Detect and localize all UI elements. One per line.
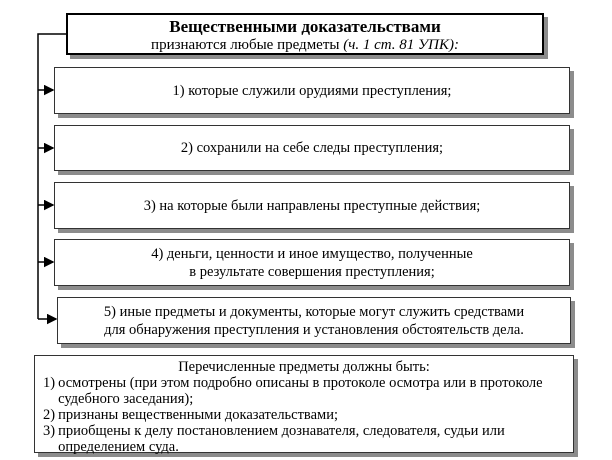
item-5-line-2: для обнаружения преступления и установления обстоятельств дела. [104, 321, 524, 338]
item-4-text [151, 245, 473, 281]
note-entry-3-number: 3) [43, 423, 56, 439]
requirements-note-box [34, 355, 574, 453]
item-box-3 [54, 182, 570, 229]
item-box-4 [54, 239, 570, 286]
title-second-line [68, 36, 542, 54]
note-entry-3-text: приобщены к делу постановлением дознавателя, следователя, судьи или определением суда. [58, 423, 505, 455]
title-law-reference: (ч. 1 ст. 81 УПК): [343, 37, 459, 53]
note-entry-2-number: 2) [43, 407, 56, 423]
item-1-text: 1) которые служили орудиями преступления; [172, 82, 452, 99]
item-box-2 [54, 125, 570, 171]
item-box-5 [57, 297, 571, 344]
item-5-line-1: 5) иные предметы и документы, которые могут служить средствами [103, 303, 525, 320]
title-bold-line: Вещественными доказательствами [169, 17, 441, 36]
item-4-line-2: в результате совершения преступления; [189, 263, 435, 280]
item-3-text: 3) на которые были направлены преступные действия; [143, 197, 481, 214]
note-entry-2-text: признаны вещественными доказательствами; [58, 407, 338, 423]
title-line2-text: признаются любые предметы [151, 37, 344, 53]
note-entry-1-number: 1) [43, 375, 56, 391]
title-box [66, 13, 544, 55]
item-5-text [104, 303, 524, 339]
note-entry-1-text: осмотрены (при этом подробно описаны в протоколе осмотра или в протоколе судебного заседания); [58, 375, 543, 407]
note-entry-2 [43, 407, 565, 423]
note-entry-3 [43, 423, 565, 455]
item-2-text: 2) сохранили на себе следы преступления; [180, 140, 444, 156]
item-4-line-1: 4) деньги, ценности и иное имущество, полученные [151, 245, 473, 262]
item-box-1 [54, 67, 570, 114]
note-entry-1 [43, 375, 565, 407]
note-heading: Перечисленные предметы должны быть: [178, 359, 430, 375]
